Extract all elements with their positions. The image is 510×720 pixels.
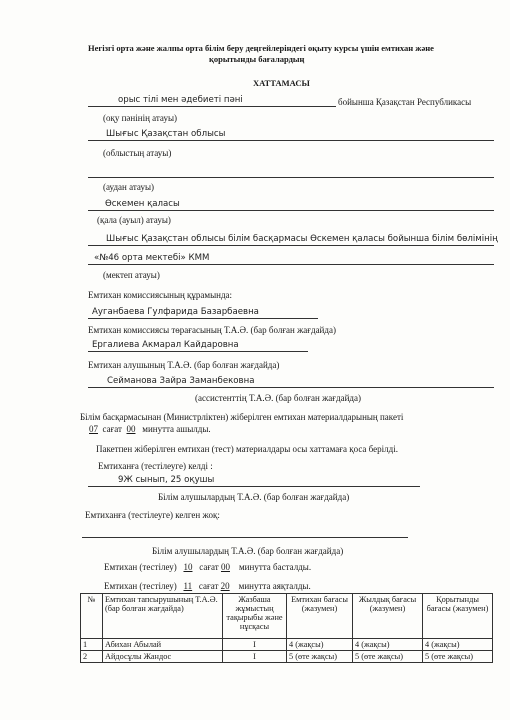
start-minute: 00 (220, 562, 230, 572)
row-variant: I (223, 639, 287, 651)
chair-name: Ергалиева Акмарал Кайдаровна (92, 340, 239, 350)
city-line (88, 210, 494, 211)
exam-start (104, 563, 311, 572)
row-exam-grade: 4 (жақсы) (287, 639, 353, 651)
examiner-name: Сейманова Зайра Заманбековна (107, 376, 255, 386)
protocol-heading-line2: қорытынды бағалардың (209, 54, 305, 64)
city-caption: (қала (ауыл) атауы) (97, 215, 171, 225)
header-student-name: Емтихан тапсырушының Т.А.Ә. (бар болған жағдайда) (103, 594, 223, 639)
end-minute: 20 (220, 581, 230, 591)
package-hour: 07 (89, 424, 98, 434)
school-line-2 (88, 264, 494, 265)
row-student-name: Айдосұлы Жандос (103, 651, 223, 663)
chair-line (88, 351, 308, 352)
grades-table (80, 593, 493, 663)
school-name-line1: Шығыс Қазақстан облысы білім басқармасы Өскемен қаласы бойынша білім бөлімінің (106, 234, 498, 244)
absent-line (82, 537, 408, 538)
commission-member: Ауганбаева Гулфарида Базарбаевна (92, 307, 259, 317)
table-row (81, 639, 493, 651)
header-written-work: Жазбаша жұмыстың тақырыбы және нұсқасы (223, 594, 287, 639)
row-final-grade: 5 (өте жақсы) (423, 651, 493, 663)
row-number: 2 (81, 651, 103, 663)
header-number: № (81, 594, 103, 639)
district-line (88, 177, 494, 178)
row-number: 1 (81, 639, 103, 651)
school-line-1 (88, 245, 494, 246)
package-hour-label: сағат (102, 424, 122, 434)
school-caption: (мектеп атауы) (103, 270, 160, 280)
absent-label: Емтиханға (тестілеуге) келген жоқ: (85, 510, 220, 520)
end-suffix: минутта аяқталды. (238, 581, 311, 591)
region-caption: (облыстың атауы) (103, 148, 172, 158)
end-hour: 11 (183, 581, 193, 591)
package-time (89, 425, 211, 434)
package-minute: 00 (126, 424, 136, 434)
subject-value: орыс тілі мен әдебиеті пәні (118, 95, 243, 105)
protocol-heading-line1: Негізгі орта және жалпы орта білім беру деңгейлеріндегі оқыту курсы үшін емтихан және (88, 43, 434, 53)
package-attached-text: Пакетпен жіберілген емтихан (тест) материалдары осы хаттамаға қоса берілді. (96, 444, 398, 454)
school-name-line2: «№46 орта мектебі» КММ (94, 253, 210, 263)
subject-line (88, 106, 336, 107)
subject-suffix: бойынша Қазақстан Республикасы (338, 97, 472, 107)
region-line (88, 140, 494, 141)
start-suffix: минутта басталды. (238, 562, 312, 572)
start-prefix: Емтихан (тестілеу) (104, 562, 177, 572)
row-exam-grade: 5 (өте жақсы) (287, 651, 353, 663)
table-row (81, 651, 493, 663)
package-text: Білім басқармасынан (Министрліктен) жіберілген емтихан материалдарының пакеті (80, 412, 404, 422)
examiner-line (88, 387, 494, 388)
row-variant: I (223, 651, 287, 663)
came-value: 9Ж сынып, 25 оқушы (118, 475, 215, 485)
document-title: ХАТТАМАСЫ (253, 78, 310, 88)
city-value: Өскемен қаласы (105, 199, 180, 209)
row-student-name: Абихан Абылай (103, 639, 223, 651)
start-hour: 10 (183, 562, 193, 572)
district-caption: (аудан атауы) (103, 182, 154, 192)
row-final-grade: 4 (жақсы) (423, 639, 493, 651)
assistant-caption: (ассистенттің Т.А.Ә. (бар болған жағдайда) (195, 393, 361, 403)
row-annual-grade: 5 (өте жақсы) (353, 651, 423, 663)
absent-students-caption: Білім алушылардың Т.А.Ә. (бар болған жағдайда) (152, 546, 344, 556)
commission-member-line (88, 318, 318, 319)
end-hour-label: сағат (198, 581, 219, 591)
examiner-label: Емтихан алушының Т.А.Ә. (бар болған жағдайда) (88, 360, 280, 370)
subject-caption: (оқу пәнінің атауы) (103, 113, 178, 123)
package-minute-label: минутта ашылды. (142, 424, 211, 434)
came-students-caption: Білім алушылардың Т.А.Ә. (бар болған жағдайда) (158, 492, 350, 502)
commission-label: Емтихан комиссиясының құрамында: (88, 290, 233, 300)
table-header-row (81, 594, 493, 639)
header-annual-grade: Жылдық бағасы (жазумен) (353, 594, 423, 639)
chair-label: Емтихан комиссиясы төрағасының Т.А.Ә. (бар болған жағдайда) (88, 325, 336, 335)
exam-end (104, 582, 311, 591)
came-label: Емтиханға (тестілеуге) келді : (98, 461, 213, 471)
region-value: Шығыс Қазақстан облысы (106, 129, 226, 139)
row-annual-grade: 4 (жақсы) (353, 639, 423, 651)
header-exam-grade: Емтихан бағасы (жазумен) (287, 594, 353, 639)
end-prefix: Емтихан (тестілеу) (104, 581, 177, 591)
came-line (88, 486, 420, 487)
header-final-grade: Қорытынды бағасы (жазумен) (423, 594, 493, 639)
start-hour-label: сағат (199, 562, 219, 572)
